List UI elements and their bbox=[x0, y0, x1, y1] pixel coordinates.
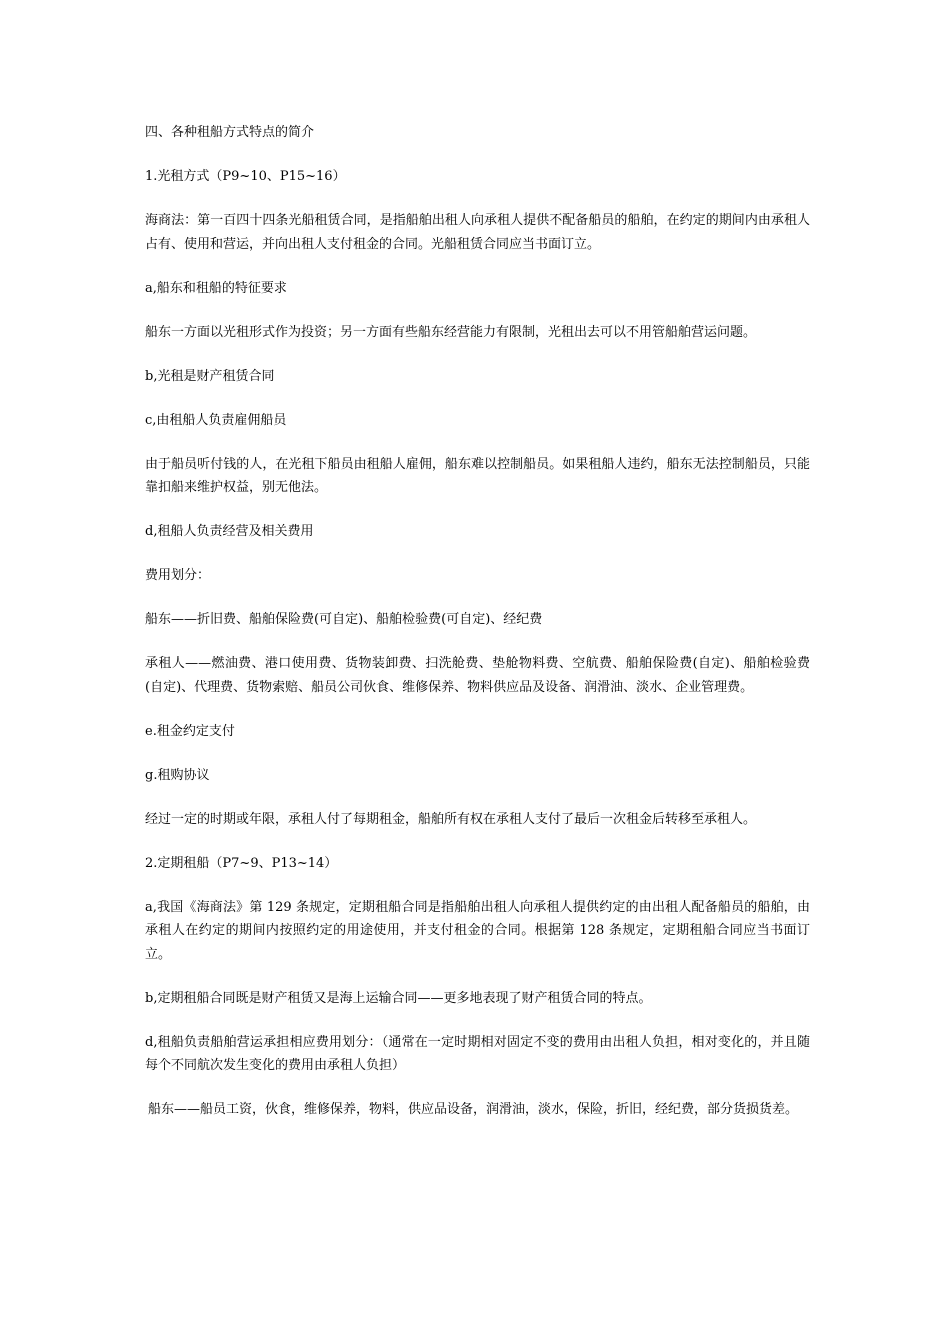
section-heading: 四、各种租船方式特点的简介 bbox=[145, 125, 315, 140]
item-b-heading: b,光租是财产租赁合同 bbox=[145, 368, 275, 384]
paragraph-crew-control: 由于船员听付钱的人，在光租下船员由租船人雇佣，船东难以控制船员。如果租船人违约，船东无法控制船员，只能靠扣船来维护权益，别无他法。 bbox=[145, 456, 810, 495]
paragraph-maritime-law-144: 海商法：第一百四十四条光船租赁合同，是指船舶出租人向承租人提供不配备船员的船舶，在约定的期间内由承租人占有、使用和营运，并向出租人支付租金的合同。光船租赁合同应当书面订立。 bbox=[145, 213, 810, 252]
item-a-heading: a,船东和租船的特征要求 bbox=[145, 280, 287, 296]
owner-costs-time-charter: 船东——船员工资，伙食，维修保养，物料，供应品设备，润滑油，淡水，保险，折旧，经纪费，部分货损货差。 bbox=[148, 1102, 799, 1117]
document-page bbox=[145, 121, 810, 1142]
paragraph-cost-division-time-charter: d,租船负责船舶营运承担相应费用划分：（通常在一定时期相对固定不变的费用由出租人负担，相对变化的，并且随每个不同航次发生变化的费用由承租人负担） bbox=[145, 1034, 810, 1073]
subsection-heading-time-charter: 2.定期租船（P7~9、P13~14） bbox=[145, 855, 338, 871]
item-c-heading: c,由租船人负责雇佣船员 bbox=[145, 412, 287, 428]
paragraph-time-charter-nature: b,定期租船合同既是财产租赁又是海上运输合同——更多地表现了财产租赁合同的特点。 bbox=[145, 990, 652, 1006]
item-g-heading: g.租购协议 bbox=[145, 767, 210, 783]
cost-division-label: 费用划分： bbox=[145, 568, 211, 583]
paragraph-maritime-law-129: a,我国《海商法》第 129 条规定，定期租船合同是指船舶出租人向承租人提供约定的由出租人配备船员的船舶，由承租人在约定的期间内按照约定的用途使用，并支付租金的合同。根据第 128 条规定，定期租船合同应当书面订立。 bbox=[145, 899, 810, 962]
owner-costs-list: 船东——折旧费、船舶保险费(可自定)、船舶检验费(可自定)、经纪费 bbox=[145, 612, 543, 627]
paragraph-owner-investment: 船东一方面以光租形式作为投资；另一方面有些船东经营能力有限制，光租出去可以不用管船舶营运问题。 bbox=[145, 324, 757, 340]
paragraph-hire-purchase: 经过一定的时期或年限，承租人付了每期租金，船舶所有权在承租人支付了最后一次租金后转移至承租人。 bbox=[145, 811, 757, 827]
item-e-heading: e.租金约定支付 bbox=[145, 723, 235, 739]
charterer-costs-list: 承租人——燃油费、港口使用费、货物装卸费、扫洗舱费、垫舱物料费、空航费、船舶保险费(自定)、船舶检验费(自定)、代理费、货物索赔、船员公司伙食、维修保养、物料供应品及设备、润滑油、淡水、企业管理费。 bbox=[145, 656, 810, 695]
subsection-heading-bareboat: 1.光租方式（P9~10、P15~16） bbox=[145, 169, 346, 184]
item-d-heading: d,租船人负责经营及相关费用 bbox=[145, 524, 314, 539]
